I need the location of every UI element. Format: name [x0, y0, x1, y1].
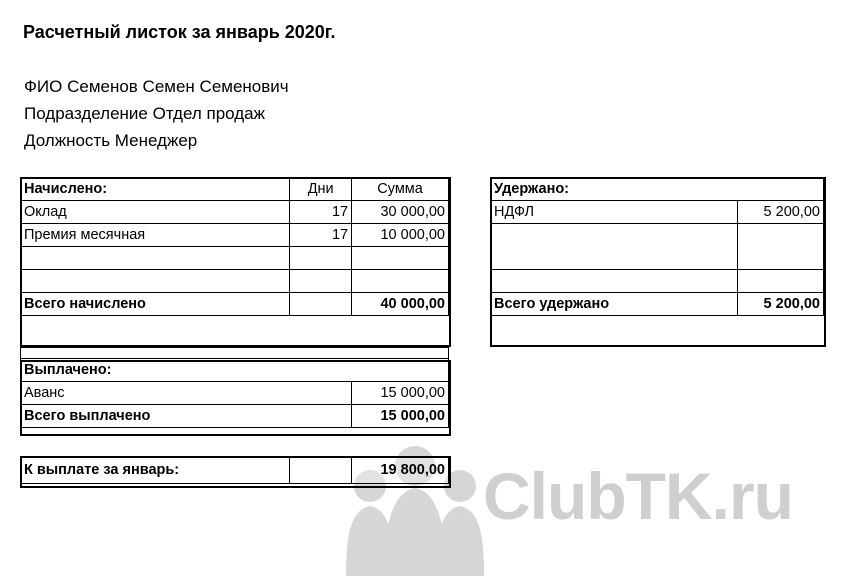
- accrual-name: Оклад: [21, 201, 290, 224]
- table-row: [21, 382, 449, 405]
- paid-total-sum: 15 000,00: [352, 405, 449, 428]
- paid-table: [20, 347, 449, 428]
- paid-total-label: Всего выплачено: [21, 405, 352, 428]
- accrual-name: Премия месячная: [21, 224, 290, 247]
- table-row: [491, 201, 824, 224]
- table-row-empty: [491, 224, 824, 270]
- accrued-total-row: [21, 293, 449, 316]
- payable-row: [21, 457, 449, 484]
- withheld-table: [490, 177, 824, 316]
- withheld-header: Удержано:: [491, 178, 824, 201]
- paid-name: Аванс: [21, 382, 352, 405]
- withheld-sum: 5 200,00: [738, 201, 824, 224]
- paid-header-row: [21, 359, 449, 382]
- paid-header: Выплачено:: [21, 359, 449, 382]
- employee-fio: ФИО Семенов Семен Семенович: [24, 77, 289, 96]
- table-row-empty: [491, 270, 824, 293]
- accrued-header-row: [21, 178, 449, 201]
- page-title: Расчетный листок за январь 2020г.: [23, 22, 336, 42]
- accrued-total-sum: 40 000,00: [352, 293, 449, 316]
- table-row-empty: [21, 247, 449, 270]
- col-sum-header: Сумма: [352, 178, 449, 201]
- accrued-table: [20, 177, 449, 316]
- payable-label: К выплате за январь:: [21, 457, 290, 484]
- table-row: [21, 224, 449, 247]
- accrual-days: 17: [290, 201, 352, 224]
- withheld-total-row: [491, 293, 824, 316]
- withheld-total-sum: 5 200,00: [738, 293, 824, 316]
- paid-total-row: [21, 405, 449, 428]
- payable-table: [20, 456, 449, 484]
- employee-position: Должность Менеджер: [24, 131, 198, 150]
- withheld-total-label: Всего удержано: [491, 293, 738, 316]
- table-row-empty: [21, 270, 449, 293]
- paid-sum: 15 000,00: [352, 382, 449, 405]
- employee-department: Подразделение Отдел продаж: [24, 104, 265, 123]
- withheld-header-row: [491, 178, 824, 201]
- watermark-text: ClubTK.ru: [483, 459, 793, 533]
- accrual-days: 17: [290, 224, 352, 247]
- table-row-empty: [21, 348, 449, 359]
- accrued-header: Начислено:: [21, 178, 290, 201]
- col-days-header: Дни: [290, 178, 352, 201]
- accrual-sum: 10 000,00: [352, 224, 449, 247]
- accrual-sum: 30 000,00: [352, 201, 449, 224]
- table-row: [21, 201, 449, 224]
- accrued-total-label: Всего начислено: [21, 293, 290, 316]
- payable-sum: 19 800,00: [352, 457, 449, 484]
- withheld-name: НДФЛ: [491, 201, 738, 224]
